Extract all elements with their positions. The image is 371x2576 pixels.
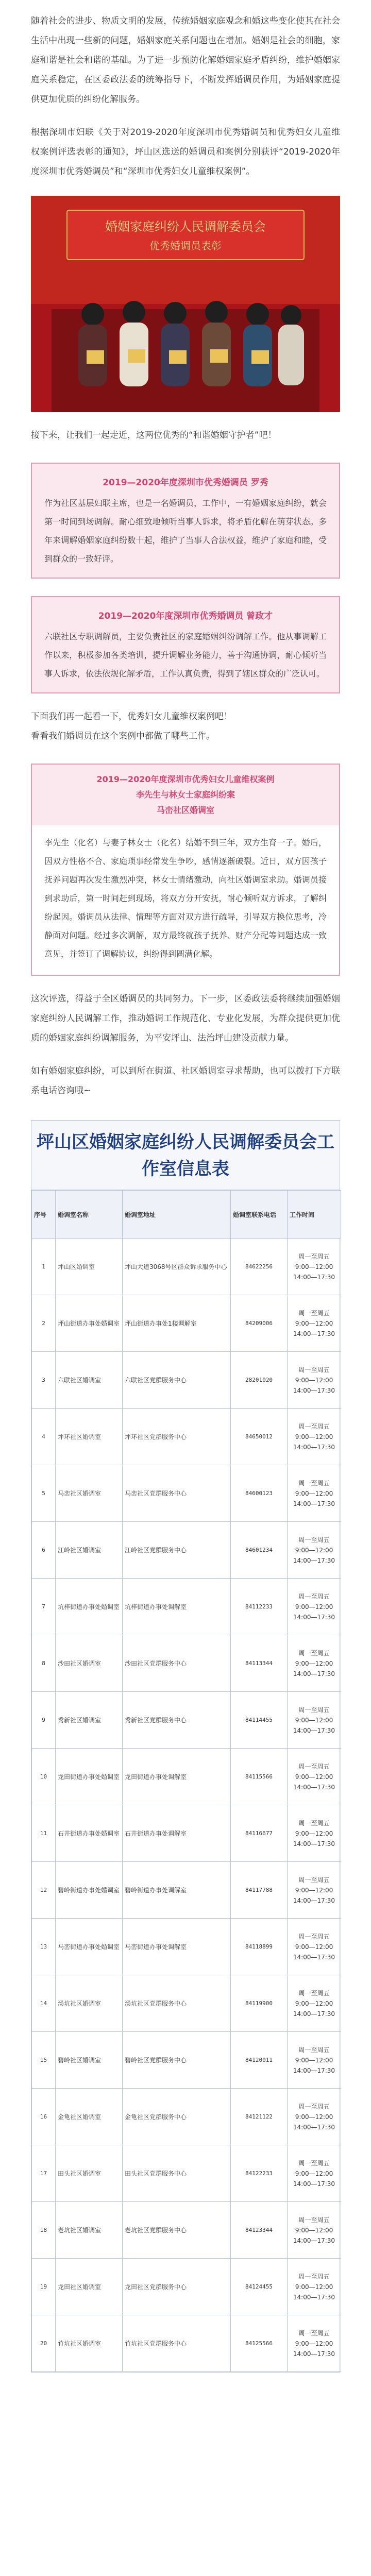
room-hours: 周一至周五 9:00—12:00 14:00—17:30 — [288, 1465, 341, 1522]
room-name: 坪山街道办事处婚调室 — [56, 1295, 123, 1352]
room-hours: 周一至周五 9:00—12:00 14:00—17:30 — [288, 2032, 341, 2089]
room-hours: 周一至周五 9:00—12:00 14:00—17:30 — [288, 1692, 341, 1749]
room-hours: 周一至周五 9:00—12:00 14:00—17:30 — [288, 1409, 341, 1465]
row-index: 15 — [32, 2032, 56, 2089]
honor-title-1: 2019—2020年度深圳市优秀婚调员 罗秀 — [103, 478, 268, 488]
room-phone: 84622256 — [231, 1239, 288, 1295]
room-hours: 周一至周五 9:00—12:00 14:00—17:30 — [288, 2259, 341, 2315]
room-phone: 84118899 — [231, 1919, 288, 1975]
row-index: 16 — [32, 2089, 56, 2145]
room-address: 马峦社区党群服务中心 — [123, 1465, 231, 1522]
room-name: 石井街道办事处婚调室 — [56, 1805, 123, 1862]
room-hours: 周一至周五 9:00—12:00 14:00—17:30 — [288, 1919, 341, 1975]
intro-paragraph: 随着社会的进步、物质文明的发展，传统婚姻家庭观念和婚这些变化使其在社会生活中出现一些新的问题，婚姻家庭关系问题也在增加。婚姻是社会的细胞，家庭和谐是社会和谐的基础。为了进一步预防化解婚姻家庭矛盾纠纷，维护婚姻家庭关系稳定，在区委政法委的统筹指导下，不断发挥婚调员作用，为婚姻家庭提供更加优质的纠纷化解服务。 — [31, 16, 340, 105]
room-address: 坪环社区党群服务中心 — [123, 1409, 231, 1465]
table-header-cell: 序号 — [32, 1191, 56, 1239]
table-row — [32, 2032, 341, 2089]
info-table-grid — [31, 1190, 341, 2372]
row-index: 10 — [32, 1749, 56, 1805]
room-name: 秀新社区婚调室 — [56, 1692, 123, 1749]
row-index: 1 — [32, 1239, 56, 1295]
room-address: 金龟社区党群服务中心 — [123, 2089, 231, 2145]
case-body: 李先生（化名）与妻子林女士（化名）结婚不到三年，双方生育一子。婚后，因双方性格不合、家庭琐事经常发生争吵，感情逐渐破裂。近日，双方因孩子抚养问题再次发生激烈冲突，林女士情绪激动，向社区婚调室求助。婚调员接到求助后，第一时间赶到现场，将双方分开安抚，耐心倾听双方诉求，了解纠纷起因。婚调员从法律、情理等方面对双方进行疏导，引导双方换位思考，冷静面对问题。经过多次调解，双方最终就孩子抚养、财产分配等问题达成一致意见，并签订了调解协议，纠纷得到圆满化解。 — [44, 838, 327, 959]
room-address: 马峦街道办事处调解室 — [123, 1919, 231, 1975]
room-name: 汤坑社区婚调室 — [56, 1975, 123, 2032]
honor-title-2: 2019—2020年度深圳市优秀婚调员 曾政才 — [98, 611, 273, 621]
row-index: 2 — [32, 1295, 56, 1352]
room-phone: 84120011 — [231, 2032, 288, 2089]
room-name: 竹坑社区婚调室 — [56, 2315, 123, 2372]
table-row — [32, 2315, 341, 2372]
room-name: 龙田街道办事处婚调室 — [56, 1749, 123, 1805]
room-hours: 周一至周五 9:00—12:00 14:00—17:30 — [288, 1239, 341, 1295]
case-box — [31, 764, 340, 976]
room-phone: 84123344 — [231, 2202, 288, 2259]
room-phone: 84124455 — [231, 2259, 288, 2315]
room-phone: 84601234 — [231, 1522, 288, 1579]
row-index: 14 — [32, 1975, 56, 2032]
table-row — [32, 1409, 341, 1465]
row-index: 11 — [32, 1805, 56, 1862]
room-hours: 周一至周五 9:00—12:00 14:00—17:30 — [288, 1749, 341, 1805]
case-title: 2019—2020年度深圳市优秀妇女儿童维权案例 李先生与林女士家庭纠纷案 马峦社区婚调室 — [32, 765, 339, 825]
row-index: 4 — [32, 1409, 56, 1465]
room-address: 六联社区党群服务中心 — [123, 1352, 231, 1409]
room-name: 马峦街道办事处婚调室 — [56, 1919, 123, 1975]
room-hours: 周一至周五 9:00—12:00 14:00—17:30 — [288, 1295, 341, 1352]
table-header-cell: 工作时间 — [288, 1191, 341, 1239]
room-hours: 周一至周五 9:00—12:00 14:00—17:30 — [288, 1862, 341, 1919]
photo-banner-line2: 优秀婚调员表彰 — [149, 240, 222, 252]
table-row — [32, 2089, 341, 2145]
table-header-cell: 婚调室名称 — [56, 1191, 123, 1239]
row-index: 12 — [32, 1862, 56, 1919]
table-row — [32, 2259, 341, 2315]
room-phone: 84116677 — [231, 1805, 288, 1862]
row-index: 9 — [32, 1692, 56, 1749]
row-index: 6 — [32, 1522, 56, 1579]
room-phone: 84113344 — [231, 1635, 288, 1692]
row-index: 3 — [32, 1352, 56, 1409]
room-address: 石井街道办事处调解室 — [123, 1805, 231, 1862]
table-row — [32, 1919, 341, 1975]
room-address: 碧岭社区党群服务中心 — [123, 2032, 231, 2089]
room-address: 竹坑社区党群服务中心 — [123, 2315, 231, 2372]
award-photo-illustration — [31, 196, 340, 412]
table-row — [32, 1295, 341, 1352]
table-row — [32, 1352, 341, 1409]
row-index: 7 — [32, 1579, 56, 1635]
table-row — [32, 1805, 341, 1862]
honor-body-1: 作为社区基层妇联主席，也是一名婚调员，工作中，一有婚姻家庭纠纷，就会第一时间到场调解。耐心细致地倾听当事人诉求，将矛盾化解在萌芽状态。多年来调解婚姻家庭纠纷数十起，维护了当事人合法权益，维护了家庭和睦，受到群众的一致好评。 — [44, 498, 327, 564]
room-address: 龙田社区党群服务中心 — [123, 2259, 231, 2315]
honor-box-2 — [31, 596, 340, 693]
room-hours: 周一至周五 9:00—12:00 14:00—17:30 — [288, 1579, 341, 1635]
intro-honor-paragraph: 接下来，让我们一起走近，这两位优秀的“和谐婚姻守护者”吧！ — [31, 430, 277, 440]
table-row — [32, 1862, 341, 1919]
room-name: 金龟社区婚调室 — [56, 2089, 123, 2145]
room-phone: 84121122 — [231, 2089, 288, 2145]
room-name: 马峦社区婚调室 — [56, 1465, 123, 1522]
room-name: 老坑社区婚调室 — [56, 2202, 123, 2259]
table-header-cell: 婚调室地址 — [123, 1191, 231, 1239]
table-header-row — [32, 1191, 341, 1239]
row-index: 17 — [32, 2145, 56, 2202]
row-index: 19 — [32, 2259, 56, 2315]
room-name: 龙田社区婚调室 — [56, 2259, 123, 2315]
room-name: 沙田社区婚调室 — [56, 1635, 123, 1692]
honor-box-1 — [31, 463, 340, 579]
room-hours: 周一至周五 9:00—12:00 14:00—17:30 — [288, 1975, 341, 2032]
room-name: 坑梓街道办事处婚调室 — [56, 1579, 123, 1635]
table-row — [32, 2145, 341, 2202]
room-name: 田头社区婚调室 — [56, 2145, 123, 2202]
room-phone: 84119900 — [231, 1975, 288, 2032]
row-index: 20 — [32, 2315, 56, 2372]
room-name: 碧岭社区婚调室 — [56, 2032, 123, 2089]
room-name: 六联社区婚调室 — [56, 1352, 123, 1409]
row-index: 13 — [32, 1919, 56, 1975]
room-address: 沙田社区党群服务中心 — [123, 1635, 231, 1692]
room-phone: 28201020 — [231, 1352, 288, 1409]
room-address: 坪山街道办事处1楼调解室 — [123, 1295, 231, 1352]
room-name: 坪山区婚调室 — [56, 1239, 123, 1295]
room-hours: 周一至周五 9:00—12:00 14:00—17:30 — [288, 2315, 341, 2372]
room-address: 秀新社区党群服务中心 — [123, 1692, 231, 1749]
contact-paragraph: 如有婚姻家庭纠纷，可以到所在街道、社区婚调室寻求帮助，也可以拨打下方联系电话咨询哦~ — [31, 1066, 340, 1096]
row-index: 18 — [32, 2202, 56, 2259]
room-phone: 84112233 — [231, 1579, 288, 1635]
table-row — [32, 1692, 341, 1749]
room-phone: 84117788 — [231, 1862, 288, 1919]
room-name: 江岭社区婚调室 — [56, 1522, 123, 1579]
room-phone: 84650012 — [231, 1409, 288, 1465]
room-name: 坪环社区婚调室 — [56, 1409, 123, 1465]
award-photo — [31, 196, 340, 412]
room-hours: 周一至周五 9:00—12:00 14:00—17:30 — [288, 1522, 341, 1579]
room-hours: 周一至周五 9:00—12:00 14:00—17:30 — [288, 1352, 341, 1409]
info-table-title: 坪山区婚姻家庭纠纷人民调解委员会工作室信息表 — [31, 1121, 340, 1190]
room-hours: 周一至周五 9:00—12:00 14:00—17:30 — [288, 2202, 341, 2259]
room-address: 坪山大道3068号区群众诉求服务中心 — [123, 1239, 231, 1295]
table-header-cell: 婚调室联系电话 — [231, 1191, 288, 1239]
notice-paragraph: 根据深圳市妇联《关于对2019-2020年度深圳市优秀婚调员和优秀妇女儿童维权案例评选表彰的通知》，坪山区选送的婚调员和案例分别获评“2019-2020年度深圳市优秀婚调员”和“深圳市优秀妇女儿童维权案例”。 — [31, 127, 340, 177]
room-phone: 84114455 — [231, 1692, 288, 1749]
room-hours: 周一至周五 9:00—12:00 14:00—17:30 — [288, 2089, 341, 2145]
table-row — [32, 1579, 341, 1635]
room-hours: 周一至周五 9:00—12:00 14:00—17:30 — [288, 1805, 341, 1862]
room-phone: 84115566 — [231, 1749, 288, 1805]
case-intro-paragraph: 下面我们再一起看一下，优秀妇女儿童维权案例吧！ — [31, 711, 232, 722]
room-address: 坑梓街道办事处调解室 — [123, 1579, 231, 1635]
table-row — [32, 1635, 341, 1692]
room-phone: 84209006 — [231, 1295, 288, 1352]
room-phone: 84122233 — [231, 2145, 288, 2202]
room-address: 碧岭街道办事处调解室 — [123, 1862, 231, 1919]
row-index: 8 — [32, 1635, 56, 1692]
room-address: 江岭社区党群服务中心 — [123, 1522, 231, 1579]
table-row — [32, 1239, 341, 1295]
table-row — [32, 1522, 341, 1579]
closing-paragraph: 这次评选，得益于全区婚调员的共同努力。下一步，区委政法委将继续加强婚姻家庭纠纷人民调解工作，推动婚调工作规范化、专业化发展，为群众提供更加优质的婚姻家庭纠纷调解服务，为平安坪山、法治坪山建设贡献力量。 — [31, 994, 340, 1043]
room-hours: 周一至周五 9:00—12:00 14:00—17:30 — [288, 2145, 341, 2202]
case-intro-paragraph-2: 看看我们婚调员在这个案例中都做了哪些工作。 — [31, 731, 215, 741]
photo-banner-line1: 婚姻家庭纠纷人民调解委员会 — [105, 219, 266, 234]
room-hours: 周一至周五 9:00—12:00 14:00—17:30 — [288, 1635, 341, 1692]
row-index: 5 — [32, 1465, 56, 1522]
table-row — [32, 1975, 341, 2032]
table-row — [32, 1749, 341, 1805]
room-name: 碧岭街道办事处婚调室 — [56, 1862, 123, 1919]
room-address: 田头社区党群服务中心 — [123, 2145, 231, 2202]
room-address: 龙田街道办事处调解室 — [123, 1749, 231, 1805]
honor-body-2: 六联社区专职调解员，主要负责社区的家庭婚姻纠纷调解工作。他从事调解工作以来，积极参加各类培训，提升调解业务能力，善于沟通协调，耐心倾听当事人诉求，依法依规化解矛盾，工作认真负责，得到了辖区群众的广泛认可。 — [44, 632, 327, 679]
info-table — [31, 1120, 340, 2372]
room-phone: 84125566 — [231, 2315, 288, 2372]
room-address: 老坑社区党群服务中心 — [123, 2202, 231, 2259]
room-phone: 84600123 — [231, 1465, 288, 1522]
table-row — [32, 1465, 341, 1522]
room-address: 汤坑社区党群服务中心 — [123, 1975, 231, 2032]
table-row — [32, 2202, 341, 2259]
